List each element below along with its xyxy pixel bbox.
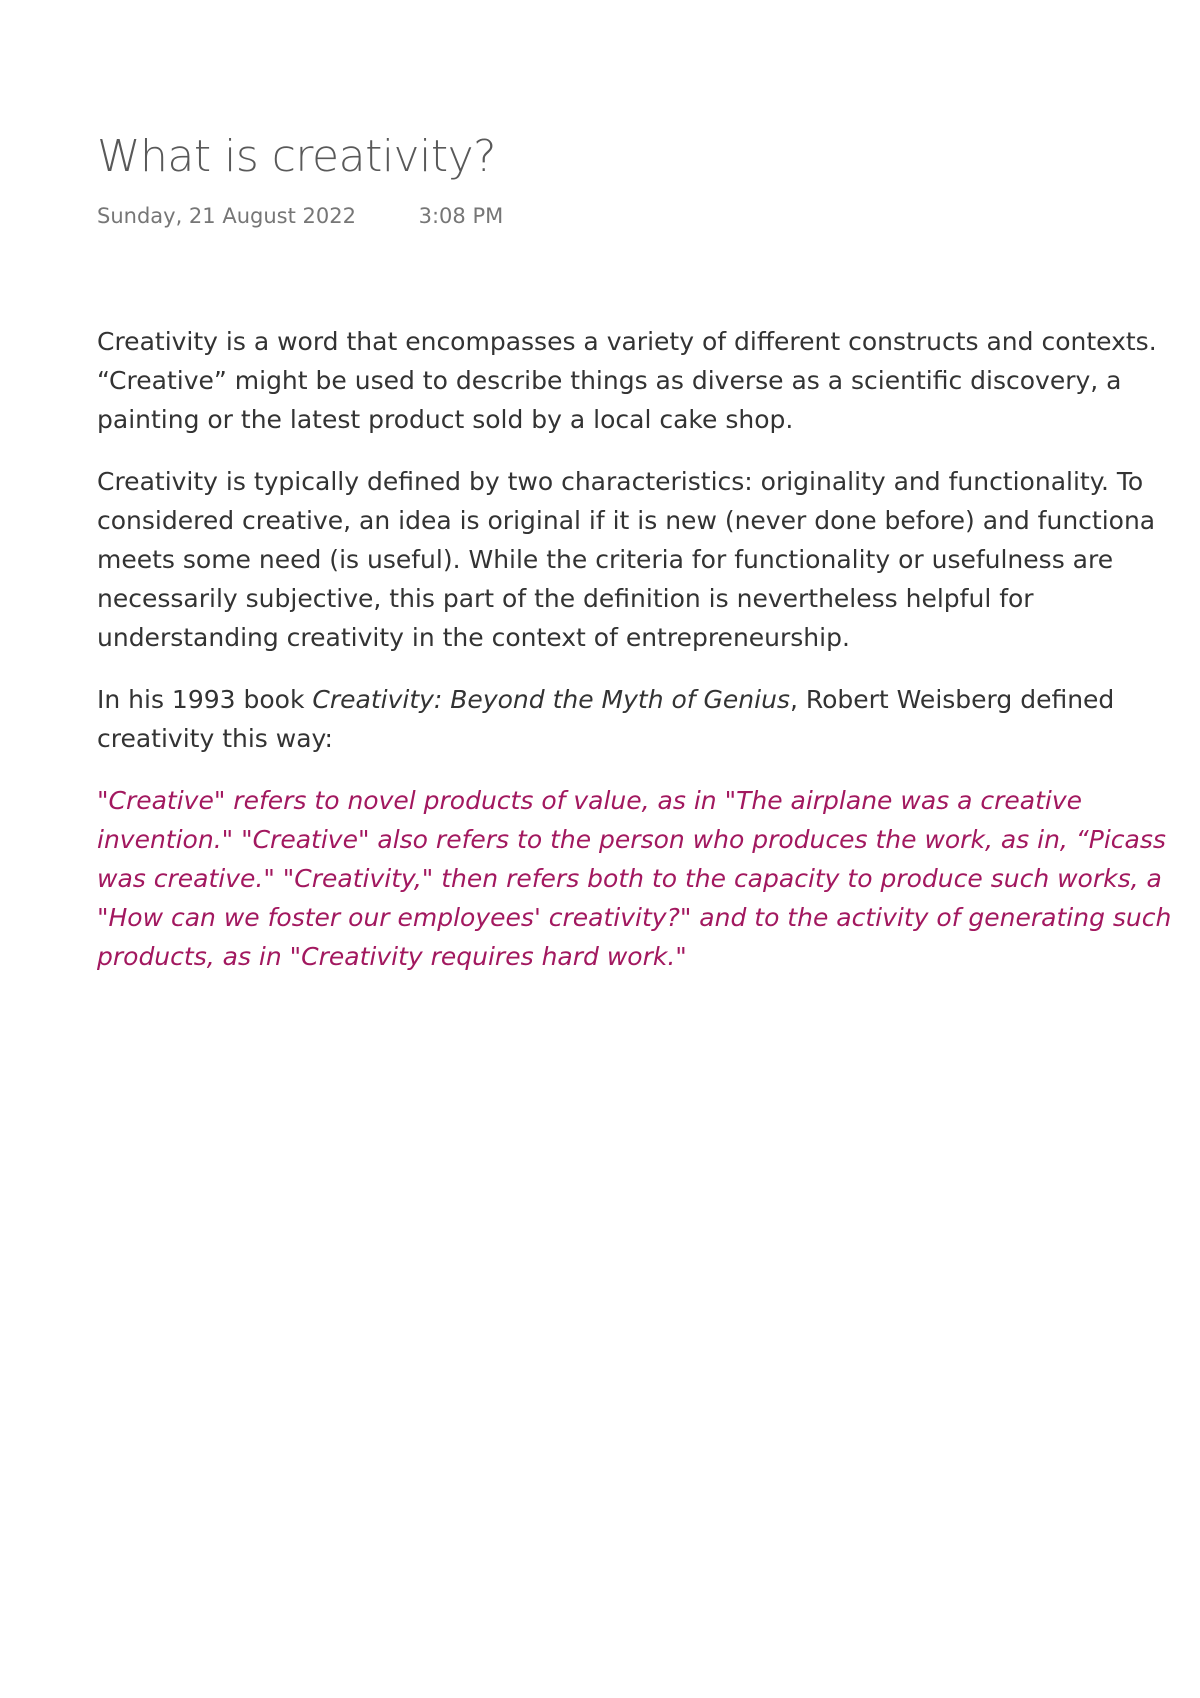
quote-line: invention." "Creative" also refers to the person who produces the work, as in, “Picass <box>97 825 1166 854</box>
paragraph-3 <box>97 680 1200 758</box>
paragraph-1 <box>97 322 1200 439</box>
weisberg-quote <box>97 781 1200 976</box>
note-time: 3:08 PM <box>418 204 504 228</box>
paragraph-text: , Robert Weisberg defined <box>789 685 1115 714</box>
paragraph-line: necessarily subjective, this part of the definition is nevertheless helpful for <box>97 584 1034 613</box>
book-title: Creativity: Beyond the Myth of Genius <box>312 685 790 714</box>
paragraph-line: meets some need (is useful). While the criteria for functionality or usefulness are <box>97 545 1114 574</box>
note-date: Sunday, 21 August 2022 <box>97 204 356 228</box>
paragraph-line: creativity this way: <box>97 724 333 753</box>
quote-line: "How can we foster our employees' creativity?" and to the activity of generating such <box>97 903 1172 932</box>
quote-line: was creative." "Creativity," then refers both to the capacity to produce such works, a <box>97 864 1162 893</box>
paragraph-line: painting or the latest product sold by a local cake shop. <box>97 405 794 434</box>
note-body <box>97 322 1200 999</box>
quote-line: "Creative" refers to novel products of value, as in "The airplane was a creative <box>97 786 1083 815</box>
paragraph-line: “Creative” might be used to describe things as diverse as a scientific discovery, a <box>97 366 1122 395</box>
paragraph-line: considered creative, an idea is original if it is new (never done before) and functiona <box>97 506 1156 535</box>
page-title: What is creativity? <box>97 131 496 182</box>
note-timestamp <box>97 204 503 228</box>
paragraph-text: In his 1993 book <box>97 685 313 714</box>
quote-line: products, as in "Creativity requires hard work." <box>97 942 687 971</box>
paragraph-line: Creativity is a word that encompasses a variety of different constructs and contexts. <box>97 327 1157 356</box>
paragraph-line <box>97 680 1200 719</box>
paragraph-2 <box>97 462 1200 657</box>
paragraph-line: understanding creativity in the context of entrepreneurship. <box>97 623 850 652</box>
paragraph-line: Creativity is typically defined by two characteristics: originality and functionality. To <box>97 467 1144 496</box>
